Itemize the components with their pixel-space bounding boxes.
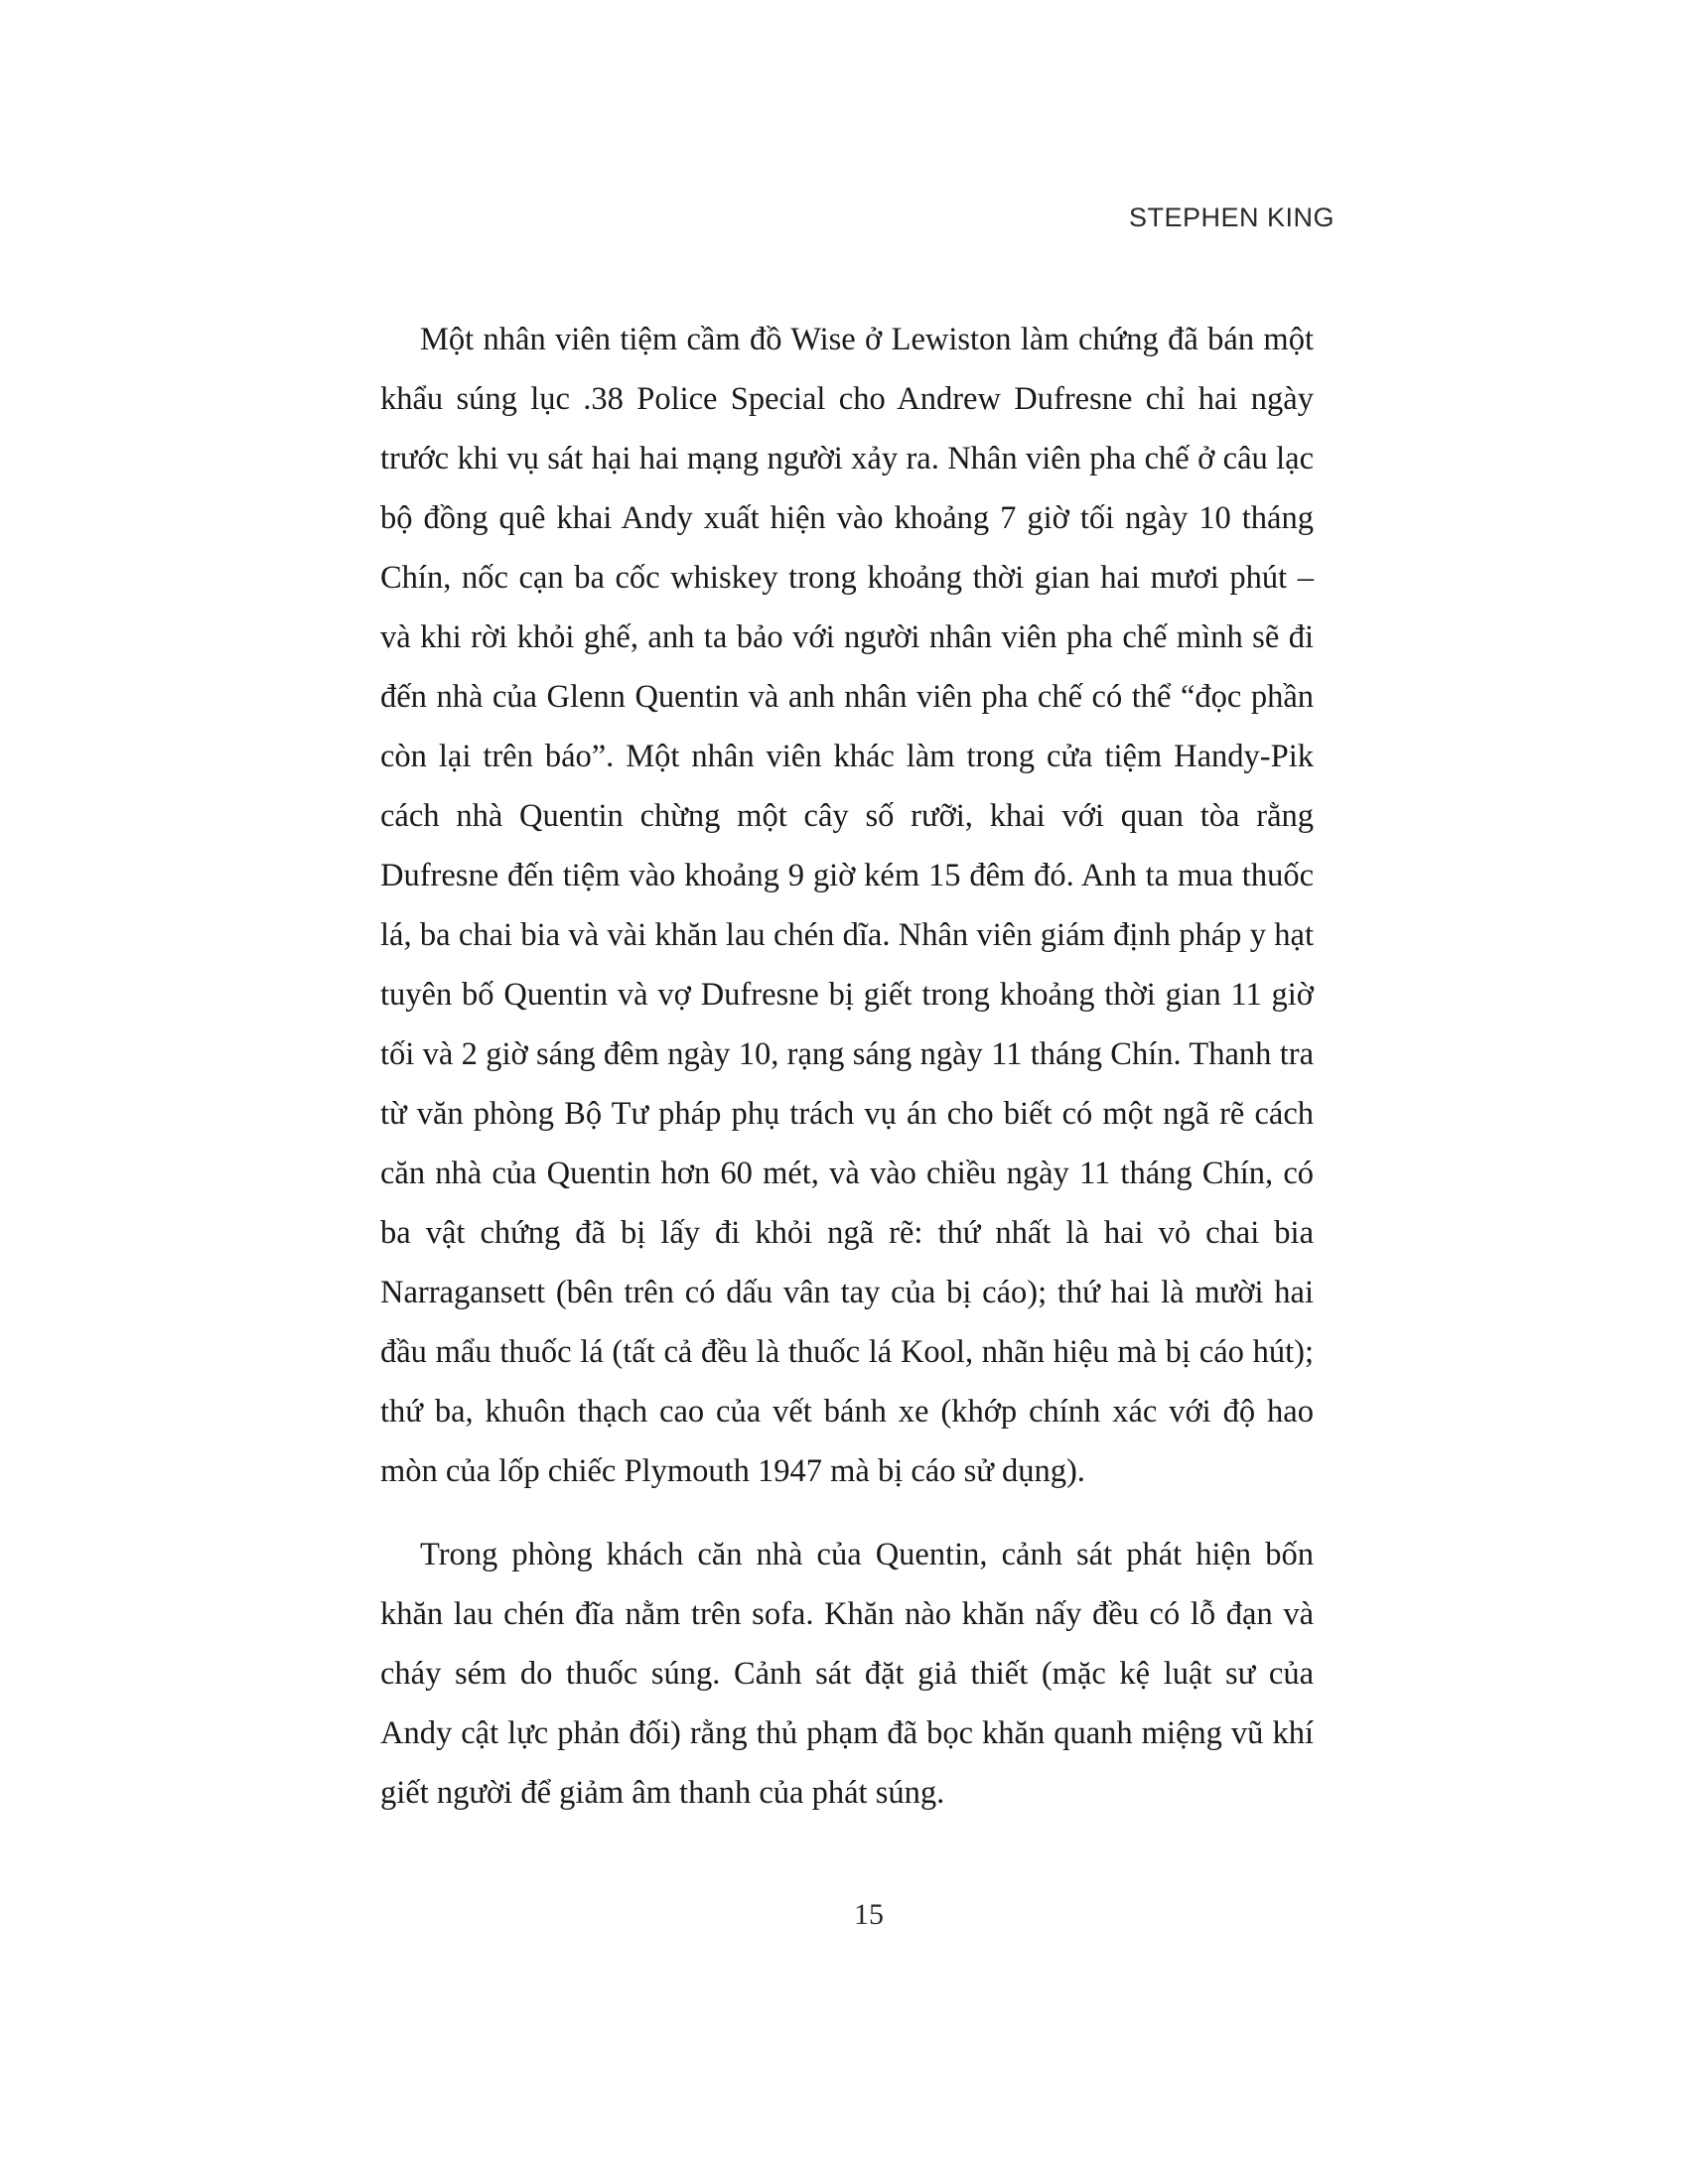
running-header-author: STEPHEN KING (1128, 203, 1335, 232)
page-number: 15 (854, 1898, 884, 1931)
paragraph-2: Trong phòng khách căn nhà của Quentin, cảnh sát phát hiện bốn khăn lau chén đĩa nằm trên sofa. Khăn nào khăn nấy đều có lỗ đạn và cháy sém do thuốc súng. Cảnh sát đặt giả thiết (mặc kệ luật sư của Andy cật lực phản đối) rằng thủ phạm đã bọc khăn quanh miệng vũ khí giết người để giảm âm thanh của phát súng. (380, 1537, 1314, 1811)
body-text (380, 310, 1314, 1823)
paragraph-1: Một nhân viên tiệm cầm đồ Wise ở Lewiston làm chứng đã bán một khẩu súng lục .38 Police Special cho Andrew Dufresne chỉ hai ngày trước khi vụ sát hại hai mạng người xảy ra. Nhân viên pha chế ở câu lạc bộ đồng quê khai Andy xuất hiện vào khoảng 7 giờ tối ngày 10 tháng Chín, nốc cạn ba cốc whiskey trong khoảng thời gian hai mươi phút – và khi rời khỏi ghế, anh ta bảo với người nhân viên pha chế mình sẽ đi đến nhà của Glenn Quentin và anh nhân viên pha chế có thể “đọc phần còn lại trên báo”. Một nhân viên khác làm trong cửa tiệm Handy-Pik cách nhà Quentin chừng một cây số rưỡi, khai với quan tòa rằng Dufresne đến tiệm vào khoảng 9 giờ kém 15 đêm đó. Anh ta mua thuốc lá, ba chai bia và vài khăn lau chén dĩa. Nhân viên giám định pháp y hạt tuyên bố Quentin và vợ Dufresne bị giết trong khoảng thời gian 11 giờ tối và 2 giờ sáng đêm ngày 10, rạng sáng ngày 11 tháng Chín. Thanh tra từ văn phòng Bộ Tư pháp phụ trách vụ án cho biết có một ngã rẽ cách căn nhà của Quentin hơn 60 mét, và vào chiều ngày 11 tháng Chín, có ba vật chứng đã bị lấy đi khỏi ngã rẽ: thứ nhất là hai vỏ chai bia Narragansett (bên trên có dấu vân tay của bị cáo); thứ hai là mười hai đầu mẩu thuốc lá (tất cả đều là thuốc lá Kool, nhãn hiệu mà bị cáo hút); thứ ba, khuôn thạch cao của vết bánh xe (khớp chính xác với độ hao mòn của lốp chiếc Plymouth 1947 mà bị cáo sử dụng). (380, 322, 1314, 1489)
